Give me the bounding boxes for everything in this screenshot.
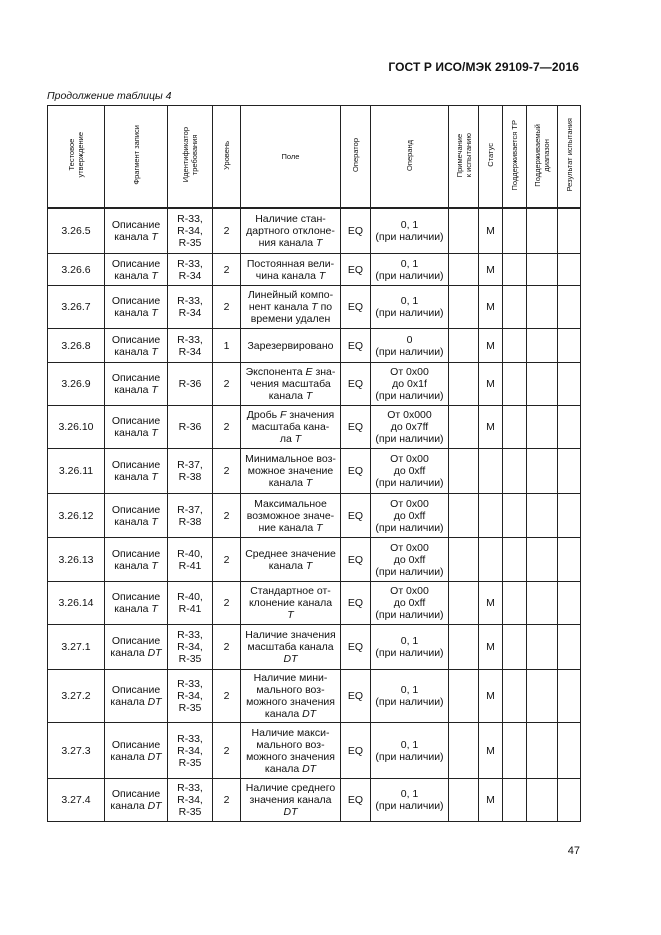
cell-req: R-33, R-34 bbox=[168, 254, 213, 286]
column-header bbox=[241, 106, 341, 208]
table-header-row bbox=[48, 106, 581, 208]
cell-id: 3.27.2 bbox=[48, 670, 105, 723]
requirements-table bbox=[47, 105, 581, 822]
column-header bbox=[503, 106, 527, 208]
cell-level: 1 bbox=[213, 329, 241, 363]
cell-status: M bbox=[479, 582, 503, 625]
cell-result bbox=[558, 723, 581, 779]
cell-op: EQ bbox=[341, 286, 371, 329]
cell-operand: 0, 1 (при наличии) bbox=[371, 670, 449, 723]
cell-status: M bbox=[479, 670, 503, 723]
cell-note bbox=[449, 779, 479, 822]
cell-result bbox=[558, 625, 581, 670]
cell-operand: 0, 1 (при наличии) bbox=[371, 779, 449, 822]
table-row bbox=[48, 538, 581, 582]
cell-op: EQ bbox=[341, 329, 371, 363]
cell-status: M bbox=[479, 329, 503, 363]
cell-op: EQ bbox=[341, 538, 371, 582]
cell-req: R-33, R-34 bbox=[168, 286, 213, 329]
cell-status bbox=[479, 494, 503, 538]
cell-range bbox=[527, 723, 558, 779]
cell-req: R-33, R-34, R-35 bbox=[168, 209, 213, 254]
cell-frag: Описание канала DT bbox=[105, 723, 168, 779]
table-row bbox=[48, 582, 581, 625]
table-row bbox=[48, 363, 581, 406]
cell-note bbox=[449, 209, 479, 254]
cell-tp bbox=[503, 538, 527, 582]
cell-req: R-33, R-34, R-35 bbox=[168, 625, 213, 670]
cell-status bbox=[479, 449, 503, 494]
cell-range bbox=[527, 286, 558, 329]
cell-operand: От 0x00 до 0xff (при наличии) bbox=[371, 494, 449, 538]
column-header-label: Поддерживается ТР bbox=[510, 119, 519, 191]
cell-op: EQ bbox=[341, 582, 371, 625]
cell-result bbox=[558, 538, 581, 582]
cell-op: EQ bbox=[341, 449, 371, 494]
cell-field: Наличие мини- мального воз- можного значения канала DT bbox=[241, 670, 341, 723]
cell-id: 3.27.1 bbox=[48, 625, 105, 670]
table-row bbox=[48, 449, 581, 494]
cell-frag: Описание канала T bbox=[105, 582, 168, 625]
cell-tp bbox=[503, 494, 527, 538]
cell-range bbox=[527, 406, 558, 449]
cell-op: EQ bbox=[341, 209, 371, 254]
cell-id: 3.26.13 bbox=[48, 538, 105, 582]
table-row bbox=[48, 670, 581, 723]
cell-id: 3.26.11 bbox=[48, 449, 105, 494]
cell-result bbox=[558, 670, 581, 723]
cell-range bbox=[527, 538, 558, 582]
cell-req: R-40, R-41 bbox=[168, 538, 213, 582]
column-header-label: Результат испытания bbox=[564, 118, 574, 192]
cell-status: M bbox=[479, 779, 503, 822]
cell-id: 3.26.14 bbox=[48, 582, 105, 625]
cell-range bbox=[527, 625, 558, 670]
cell-tp bbox=[503, 209, 527, 254]
cell-id: 3.26.7 bbox=[48, 286, 105, 329]
cell-frag: Описание канала DT bbox=[105, 779, 168, 822]
table-caption: Продолжение таблицы 4 bbox=[47, 90, 172, 102]
page-number: 47 bbox=[567, 845, 580, 857]
cell-status: M bbox=[479, 209, 503, 254]
cell-id: 3.27.3 bbox=[48, 723, 105, 779]
cell-note bbox=[449, 625, 479, 670]
cell-operand: От 0x00 до 0x1f (при наличии) bbox=[371, 363, 449, 406]
cell-field: Наличие среднего значения канала DT bbox=[241, 779, 341, 822]
cell-field: Линейный компо- нент канала T по времени удален bbox=[241, 286, 341, 329]
cell-note bbox=[449, 286, 479, 329]
cell-field: Среднее значение канала T bbox=[241, 538, 341, 582]
cell-level: 2 bbox=[213, 538, 241, 582]
cell-level: 2 bbox=[213, 254, 241, 286]
column-header bbox=[168, 106, 213, 208]
cell-tp bbox=[503, 625, 527, 670]
cell-note bbox=[449, 538, 479, 582]
cell-operand: 0, 1 (при наличии) bbox=[371, 209, 449, 254]
cell-field: Минимальное воз- можное значение канала T bbox=[241, 449, 341, 494]
cell-note bbox=[449, 363, 479, 406]
cell-operand: 0, 1 (при наличии) bbox=[371, 254, 449, 286]
cell-req: R-36 bbox=[168, 363, 213, 406]
table-row bbox=[48, 286, 581, 329]
cell-id: 3.26.6 bbox=[48, 254, 105, 286]
table-row bbox=[48, 779, 581, 822]
cell-req: R-33, R-34, R-35 bbox=[168, 779, 213, 822]
cell-result bbox=[558, 254, 581, 286]
column-header-label: Уровень bbox=[222, 140, 231, 170]
column-header bbox=[341, 106, 371, 208]
cell-tp bbox=[503, 670, 527, 723]
cell-status: M bbox=[479, 723, 503, 779]
cell-operand: 0, 1 (при наличии) bbox=[371, 723, 449, 779]
cell-result bbox=[558, 209, 581, 254]
cell-tp bbox=[503, 254, 527, 286]
cell-req: R-36 bbox=[168, 406, 213, 449]
cell-level: 2 bbox=[213, 286, 241, 329]
cell-result bbox=[558, 494, 581, 538]
cell-req: R-40, R-41 bbox=[168, 582, 213, 625]
cell-note bbox=[449, 449, 479, 494]
cell-op: EQ bbox=[341, 723, 371, 779]
column-header bbox=[105, 106, 168, 208]
cell-id: 3.26.9 bbox=[48, 363, 105, 406]
column-header-label: Статус bbox=[486, 143, 495, 167]
cell-frag: Описание канала T bbox=[105, 209, 168, 254]
column-header bbox=[527, 106, 558, 208]
cell-tp bbox=[503, 286, 527, 329]
cell-tp bbox=[503, 406, 527, 449]
column-header bbox=[48, 106, 105, 208]
cell-frag: Описание канала DT bbox=[105, 625, 168, 670]
cell-op: EQ bbox=[341, 254, 371, 286]
cell-req: R-33, R-34, R-35 bbox=[168, 723, 213, 779]
cell-note bbox=[449, 582, 479, 625]
cell-range bbox=[527, 670, 558, 723]
cell-status: M bbox=[479, 254, 503, 286]
table-row bbox=[48, 406, 581, 449]
cell-level: 2 bbox=[213, 625, 241, 670]
table-row bbox=[48, 209, 581, 254]
column-header-label: Фрагмент записи bbox=[131, 125, 141, 185]
cell-field: Постоянная вели- чина канала T bbox=[241, 254, 341, 286]
cell-range bbox=[527, 209, 558, 254]
cell-field: Наличие макси- мального воз- можного значения канала DT bbox=[241, 723, 341, 779]
cell-field: Максимальное возможное значе- ние канала T bbox=[241, 494, 341, 538]
column-header-label: Поддерживаемый диапазон bbox=[533, 123, 551, 187]
cell-operand: 0, 1 (при наличии) bbox=[371, 625, 449, 670]
cell-frag: Описание канала T bbox=[105, 286, 168, 329]
cell-field: Зарезервировано bbox=[241, 329, 341, 363]
cell-operand: От 0x000 до 0x7ff (при наличии) bbox=[371, 406, 449, 449]
cell-level: 2 bbox=[213, 723, 241, 779]
column-header-label: Тестовое утверждение bbox=[67, 132, 85, 178]
cell-note bbox=[449, 254, 479, 286]
cell-note bbox=[449, 494, 479, 538]
column-header-label: Примечание к испытанию bbox=[454, 132, 473, 178]
cell-tp bbox=[503, 723, 527, 779]
cell-op: EQ bbox=[341, 406, 371, 449]
cell-operand: От 0x00 до 0xff (при наличии) bbox=[371, 582, 449, 625]
cell-field: Дробь F значения масштаба кана- ла T bbox=[241, 406, 341, 449]
cell-field: Наличие стан- дартного отклоне- ния канала T bbox=[241, 209, 341, 254]
column-header-label: Операнд bbox=[405, 139, 414, 171]
cell-status: M bbox=[479, 625, 503, 670]
cell-op: EQ bbox=[341, 779, 371, 822]
cell-result bbox=[558, 286, 581, 329]
cell-field: Наличие значения масштаба канала DT bbox=[241, 625, 341, 670]
cell-note bbox=[449, 329, 479, 363]
column-header bbox=[213, 106, 241, 208]
cell-tp bbox=[503, 779, 527, 822]
cell-frag: Описание канала T bbox=[105, 494, 168, 538]
table-row bbox=[48, 329, 581, 363]
cell-status: M bbox=[479, 363, 503, 406]
cell-id: 3.26.10 bbox=[48, 406, 105, 449]
cell-tp bbox=[503, 582, 527, 625]
cell-operand: 0, 1 (при наличии) bbox=[371, 286, 449, 329]
cell-range bbox=[527, 449, 558, 494]
cell-level: 2 bbox=[213, 449, 241, 494]
cell-op: EQ bbox=[341, 494, 371, 538]
requirements-table-wrap bbox=[47, 105, 581, 822]
column-header-label: Поле bbox=[281, 152, 300, 161]
table-body bbox=[48, 208, 581, 822]
cell-status bbox=[479, 538, 503, 582]
cell-id: 3.26.5 bbox=[48, 209, 105, 254]
cell-operand: 0 (при наличии) bbox=[371, 329, 449, 363]
cell-level: 2 bbox=[213, 582, 241, 625]
cell-operand: От 0x00 до 0xff (при наличии) bbox=[371, 449, 449, 494]
cell-note bbox=[449, 406, 479, 449]
cell-level: 2 bbox=[213, 406, 241, 449]
cell-result bbox=[558, 449, 581, 494]
document-header: ГОСТ Р ИСО/МЭК 29109-7—2016 bbox=[388, 60, 579, 74]
cell-frag: Описание канала T bbox=[105, 254, 168, 286]
cell-tp bbox=[503, 329, 527, 363]
cell-level: 2 bbox=[213, 779, 241, 822]
table-row bbox=[48, 494, 581, 538]
cell-note bbox=[449, 670, 479, 723]
cell-operand: От 0x00 до 0xff (при наличии) bbox=[371, 538, 449, 582]
cell-tp bbox=[503, 363, 527, 406]
cell-req: R-37, R-38 bbox=[168, 449, 213, 494]
cell-result bbox=[558, 406, 581, 449]
column-header bbox=[371, 106, 449, 208]
cell-range bbox=[527, 582, 558, 625]
cell-id: 3.27.4 bbox=[48, 779, 105, 822]
cell-level: 2 bbox=[213, 209, 241, 254]
cell-range bbox=[527, 779, 558, 822]
table-row bbox=[48, 625, 581, 670]
cell-range bbox=[527, 494, 558, 538]
cell-level: 2 bbox=[213, 494, 241, 538]
cell-req: R-33, R-34 bbox=[168, 329, 213, 363]
cell-id: 3.26.12 bbox=[48, 494, 105, 538]
cell-level: 2 bbox=[213, 670, 241, 723]
cell-id: 3.26.8 bbox=[48, 329, 105, 363]
cell-frag: Описание канала T bbox=[105, 449, 168, 494]
table-row bbox=[48, 723, 581, 779]
cell-frag: Описание канала DT bbox=[105, 670, 168, 723]
cell-result bbox=[558, 363, 581, 406]
cell-result bbox=[558, 779, 581, 822]
cell-result bbox=[558, 582, 581, 625]
column-header-label: Идентификатор требования bbox=[181, 127, 199, 183]
cell-op: EQ bbox=[341, 670, 371, 723]
cell-tp bbox=[503, 449, 527, 494]
cell-frag: Описание канала T bbox=[105, 406, 168, 449]
cell-note bbox=[449, 723, 479, 779]
cell-req: R-37, R-38 bbox=[168, 494, 213, 538]
cell-op: EQ bbox=[341, 363, 371, 406]
column-header bbox=[558, 106, 581, 208]
cell-level: 2 bbox=[213, 363, 241, 406]
table-row bbox=[48, 254, 581, 286]
cell-req: R-33, R-34, R-35 bbox=[168, 670, 213, 723]
cell-frag: Описание канала T bbox=[105, 538, 168, 582]
cell-result bbox=[558, 329, 581, 363]
cell-field: Экспонента E зна- чения масштаба канала T bbox=[241, 363, 341, 406]
column-header bbox=[479, 106, 503, 208]
column-header-label: Оператор bbox=[351, 138, 360, 172]
cell-op: EQ bbox=[341, 625, 371, 670]
cell-status: M bbox=[479, 406, 503, 449]
cell-field: Стандартное от- клонение канала T bbox=[241, 582, 341, 625]
cell-range bbox=[527, 363, 558, 406]
cell-range bbox=[527, 329, 558, 363]
cell-frag: Описание канала T bbox=[105, 363, 168, 406]
column-header bbox=[449, 106, 479, 208]
cell-range bbox=[527, 254, 558, 286]
cell-status: M bbox=[479, 286, 503, 329]
cell-frag: Описание канала T bbox=[105, 329, 168, 363]
